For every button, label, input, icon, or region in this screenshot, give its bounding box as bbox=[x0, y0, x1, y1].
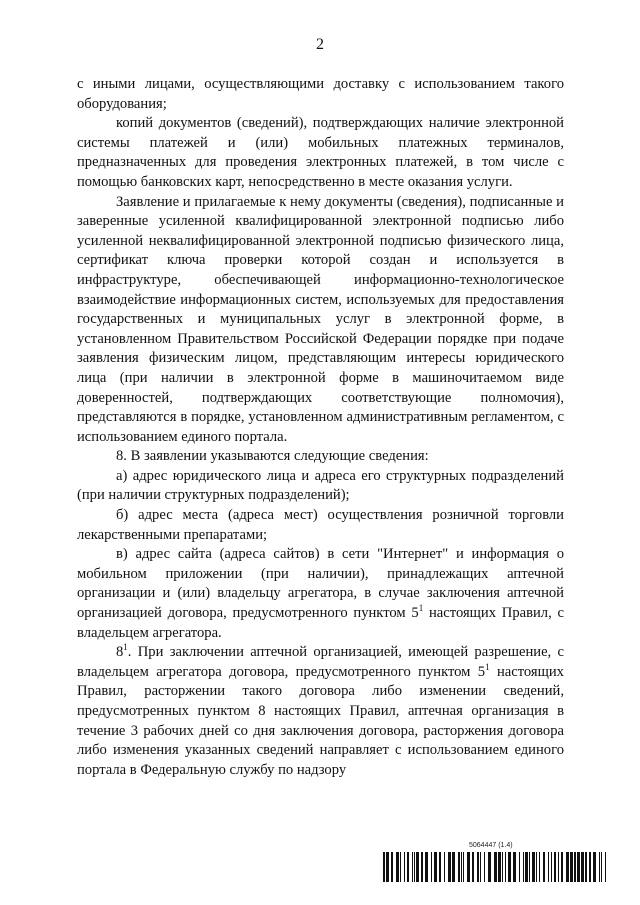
paragraph: а) адрес юридического лица и адреса его структурных подразделений (при наличии структурных подразделений); bbox=[77, 467, 564, 504]
page-number: 2 bbox=[316, 36, 324, 53]
paragraph-text: настоящих Правил, расторжении такого договора либо изменении сведений, предусмотренных пунктом 8 настоящих Правил, аптечная организация в течение 3 рабочих дней со дня заключения договора, расторжения договора либо изменения указанных сведений направляет с использованием единого портала в Федеральную службу по надзору bbox=[77, 663, 564, 778]
paragraph-text: в) адрес сайта (адреса сайтов) в сети "Интернет" и информация о мобильном приложении (при наличии), принадлежащих аптечной организации и (или) владельцу агрегатора, в случае заключения аптечной организацией договора, предусмотренного пунктом 5 bbox=[77, 546, 564, 622]
paragraph-text: . При заключении аптечной организацией, имеющей разрешение, с владельцем агрегатора договора, предусмотренного пунктом 5 bbox=[77, 644, 564, 680]
document-footer bbox=[383, 842, 607, 884]
paragraph: 8. В заявлении указываются следующие сведения: bbox=[116, 448, 429, 465]
paragraph bbox=[77, 545, 564, 643]
superscript: 1 bbox=[485, 661, 490, 672]
paragraph: б) адрес места (адреса мест) осуществления розничной торговли лекарственными препаратами; bbox=[77, 507, 564, 543]
paragraph: Заявление и прилагаемые к нему документы (сведения), подписанные и заверенные усиленной квалифицированной электронной подписью либо усиленной неквалифицированной электронной подписью физического лица, сертификат ключа проверки которой создан и используется в инфраструктуре, обеспечивающей информационно-технологическое взаимодействие информационных систем, используемых для предоставления государственных и муниципальных услуг в электронной форме, в установленном Правительством Российской Федерации порядке при подаче заявления физическим лицом, представляющим интересы юридического лица (при наличии в электронной форме в машиночитаемом виде доверенностей, подтверждающих соответствующие полномочия), представляются в порядке, установленном административным регламентом, с использованием единого портала. bbox=[77, 193, 564, 445]
superscript: 1 bbox=[418, 603, 424, 614]
paragraph-text: 8 bbox=[116, 644, 124, 661]
superscript: 1 bbox=[123, 642, 128, 653]
paragraph bbox=[77, 643, 564, 780]
document-code: 5064447 (1.4) bbox=[469, 842, 513, 849]
paragraph-text: настоящих Правил, с владельцем агрегатора. bbox=[77, 605, 564, 641]
paragraph: с иными лицами, осуществляющими доставку с использованием такого оборудования; bbox=[77, 76, 564, 112]
document-body bbox=[77, 75, 564, 780]
barcode bbox=[383, 852, 607, 882]
paragraph: копий документов (сведений), подтверждающих наличие электронной системы платежей и (или) мобильных платежных терминалов, предназначенных для проведения электронных платежей, в том числе с помощью банковских карт, непосредственно в месте оказания услуги. bbox=[77, 115, 564, 190]
